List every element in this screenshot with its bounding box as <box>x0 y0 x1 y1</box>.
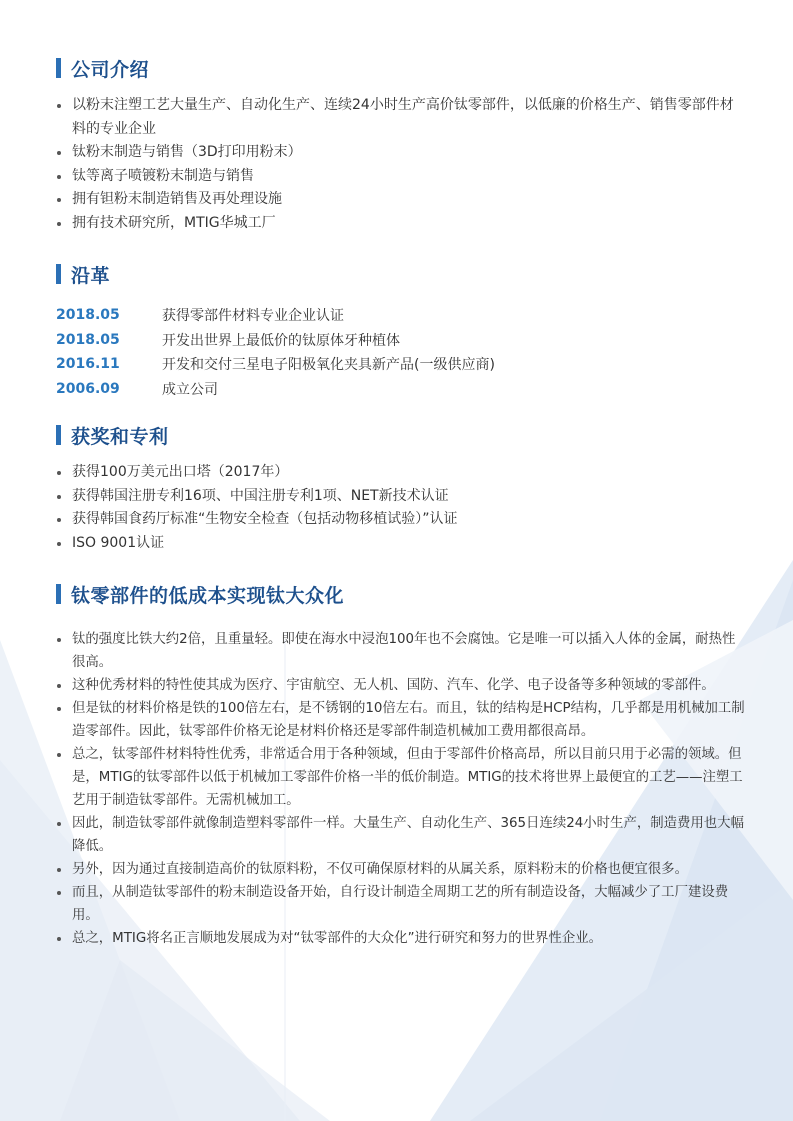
list-item: 这种优秀材料的特性使其成为医疗、宇宙航空、无人机、国防、汽车、化学、电子设备等多种领域的零部件。 <box>56 674 746 697</box>
company-list <box>56 94 746 235</box>
title-accent-bar <box>56 584 61 604</box>
list-item: 但是钛的材料价格是铁的100倍左右，是不锈钢的10倍左右。而且，钛的结构是HCP结构，几乎都是用机械加工制造零部件。因此，钛零部件价格无论是材料价格还是零部件制造机械加工费用都很高昂。 <box>56 697 746 743</box>
section-title-popularize <box>56 582 344 606</box>
history-desc: 开发出世界上最低价的钛原体牙种植体 <box>162 332 400 349</box>
list-item: ISO 9001认证 <box>56 532 746 556</box>
history-row <box>56 328 495 353</box>
list-item: 总之，钛零部件材料特性优秀，非常适合用于各种领域，但由于零部件价格高昂，所以目前只用于必需的领域。但是，MTIG的钛零部件以低于机械加工零部件价格一半的低价制造。MTIG的技术将世界上最便宜的工艺——注塑工艺用于制造钛零部件。无需机械加工。 <box>56 743 746 812</box>
history-row <box>56 377 495 402</box>
history-year: 2018.05 <box>56 307 120 324</box>
history-table <box>56 303 495 401</box>
list-item: 获得100万美元出口塔（2017年） <box>56 461 746 485</box>
list-item: 获得韩国注册专利16项、中国注册专利1项、NET新技术认证 <box>56 485 746 509</box>
list-item: 因此，制造钛零部件就像制造塑料零部件一样。大量生产、自动化生产、365日连续24小时生产，制造费用也大幅降低。 <box>56 812 746 858</box>
title-accent-bar <box>56 264 61 284</box>
popularize-list <box>56 628 746 950</box>
list-item: 钛等离子喷镀粉末制造与销售 <box>56 165 746 189</box>
history-year: 2006.09 <box>56 380 120 397</box>
list-item: 拥有钽粉末制造销售及再处理设施 <box>56 188 746 212</box>
history-desc: 成立公司 <box>162 381 218 398</box>
history-desc: 获得零部件材料专业企业认证 <box>162 308 344 325</box>
section-title-text: 钛零部件的低成本实现钛大众化 <box>71 584 345 607</box>
history-year: 2016.11 <box>56 356 120 373</box>
history-row <box>56 352 495 377</box>
section-title-text: 获奖和专利 <box>71 425 169 448</box>
history-row <box>56 303 495 328</box>
history-desc: 开发和交付三星电子阳极氧化夹具新产品(一级供应商) <box>162 357 495 374</box>
section-title-text: 沿革 <box>71 264 111 287</box>
list-item: 另外，因为通过直接制造高价的钛原料粉，不仅可确保原材料的从属关系，原料粉末的价格也便宜很多。 <box>56 858 746 881</box>
list-item: 获得韩国食药厅标准“生物安全检查（包括动物移植试验）”认证 <box>56 508 746 532</box>
title-accent-bar <box>56 425 61 445</box>
awards-list <box>56 461 746 555</box>
title-accent-bar <box>56 58 61 78</box>
list-item: 钛的强度比铁大约2倍，且重量轻。即使在海水中浸泡100年也不会腐蚀。它是唯一可以插入人体的金属，耐热性很高。 <box>56 628 746 674</box>
section-title-company <box>56 56 149 80</box>
section-title-text: 公司介绍 <box>71 58 150 81</box>
history-year: 2018.05 <box>56 331 120 348</box>
list-item: 而且，从制造钛零部件的粉末制造设备开始，自行设计制造全周期工艺的所有制造设备，大幅减少了工厂建设费用。 <box>56 881 746 927</box>
list-item: 钛粉末制造与销售（3D打印用粉末） <box>56 141 746 165</box>
list-item: 以粉末注塑工艺大量生产、自动化生产、连续24小时生产高价钛零部件，以低廉的价格生产、销售零部件材料的专业企业 <box>56 94 746 141</box>
list-item: 总之，MTIG将名正言顺地发展成为对“钛零部件的大众化”进行研究和努力的世界性企业。 <box>56 927 746 950</box>
section-title-awards <box>56 423 169 447</box>
section-title-history <box>56 262 110 286</box>
list-item: 拥有技术研究所，MTIG华城工厂 <box>56 212 746 236</box>
